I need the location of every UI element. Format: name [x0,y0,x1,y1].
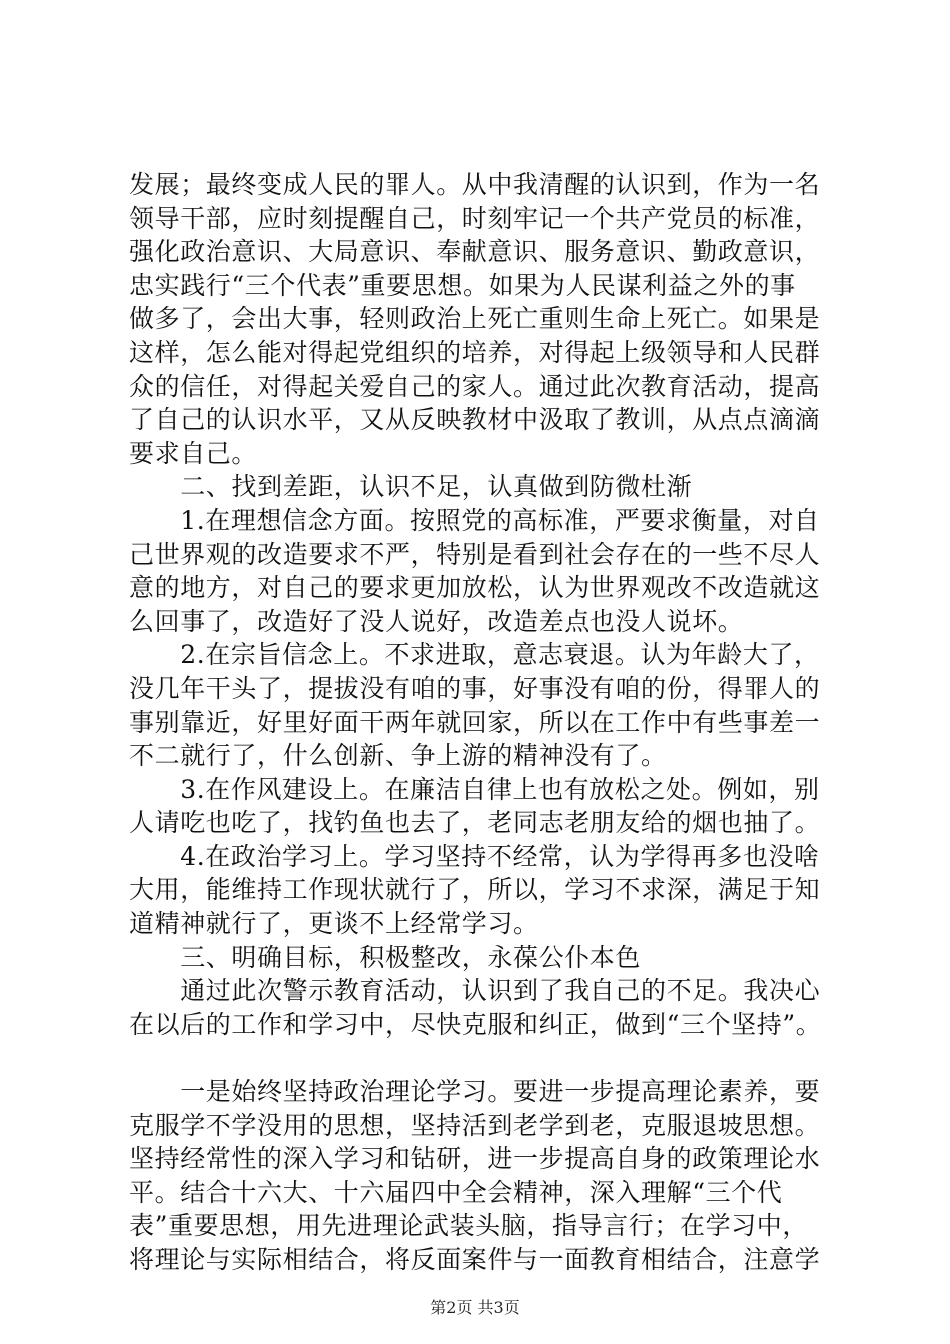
text-line: 己世界观的改造要求不严，特别是看到社会存在的一些不尽人 [129,539,821,569]
blank-line [129,1041,849,1075]
page-number-footer: 第2页 共3页 [430,1298,520,1317]
text-line: 要求自己。 [129,438,258,468]
text-line: 领导干部，应时刻提醒自己，时刻牢记一个共产党员的标准， [129,203,821,233]
text-line: 意的地方，对自己的要求更加放松，认为世界观改不改造就这 [129,573,821,603]
text-line: 将理论与实际相结合，将反面案件与一面教育相结合，注意学 [129,1245,821,1274]
text-line: 不二就行了，什么创新、争上游的精神没有了。 [129,741,667,771]
text-line: 众的信任，对得起关爱自己的家人。通过此次教育活动，提高 [129,371,821,401]
text-line: 一是始终坚持政治理论学习。要进一步提高理论素养，要 [129,1077,821,1107]
text-line: 4.在政治学习上。学习坚持不经常，认为学得再多也没啥 [129,841,820,871]
text-line: 3.在作风建设上。在廉洁自律上也有放松之处。例如，别 [129,774,820,804]
text-line: 没几年干头了，提拔没有咱的事，好事没有咱的份，得罪人的 [129,673,821,703]
text-line: 表”重要思想，用先进理论武装头脑，指导言行；在学习中， [129,1211,808,1241]
text-line: 二、找到差距，认识不足，认真做到防微杜渐 [129,472,693,502]
text-line: 做多了，会出大事，轻则政治上死亡重则生命上死亡。如果是 [129,304,821,334]
text-line: 么回事了，改造好了没人说好，改造差点也没人说坏。 [129,606,744,636]
text-line: 通过此次警示教育活动，认识到了我自己的不足。我决心 [129,976,821,1006]
text-line: 平。结合十六大、十六届四中全会精神，深入理解“三个代 [129,1177,783,1207]
document-body [129,168,849,1277]
text-line: 道精神就行了，更谈不上经常学习。 [129,909,539,939]
text-line: 了自己的认识水平，又从反映教材中汲取了教训，从点点滴滴 [129,405,821,435]
text-line: 三、明确目标，积极整改，永葆公仆本色 [129,942,642,972]
text-line: 2.在宗旨信念上。不求进取，意志衰退。认为年龄大了， [129,640,820,670]
text-line: 克服学不学没用的思想，坚持活到老学到老，克服退坡思想。 [129,1110,821,1140]
text-line: 人请吃也吃了，找钓鱼也去了，老同志老朋友给的烟也抽了。 [129,808,821,838]
text-line: 发展；最终变成人民的罪人。从中我清醒的认识到，作为一名 [129,170,821,199]
text-line: 这样，怎么能对得起党组织的培养，对得起上级领导和人民群 [129,337,821,367]
text-line: 1.在理想信念方面。按照党的高标准，严要求衡量，对自 [129,505,820,535]
text-line: 大用，能维持工作现状就行了，所以，学习不求深，满足于知 [129,875,821,905]
text-line: 在以后的工作和学习中，尽快克服和纠正，做到“三个坚持”。 [129,1009,822,1039]
text-line: 强化政治意识、大局意识、奉献意识、服务意识、勤政意识， [129,237,821,267]
text-line: 坚持经常性的深入学习和钻研，进一步提高自身的政策理论水 [129,1144,821,1174]
text-line: 事别靠近，好里好面干两年就回家，所以在工作中有些事差一 [129,707,821,737]
text-line: 忠实践行“三个代表”重要思想。如果为人民谋利益之外的事 [129,270,796,300]
